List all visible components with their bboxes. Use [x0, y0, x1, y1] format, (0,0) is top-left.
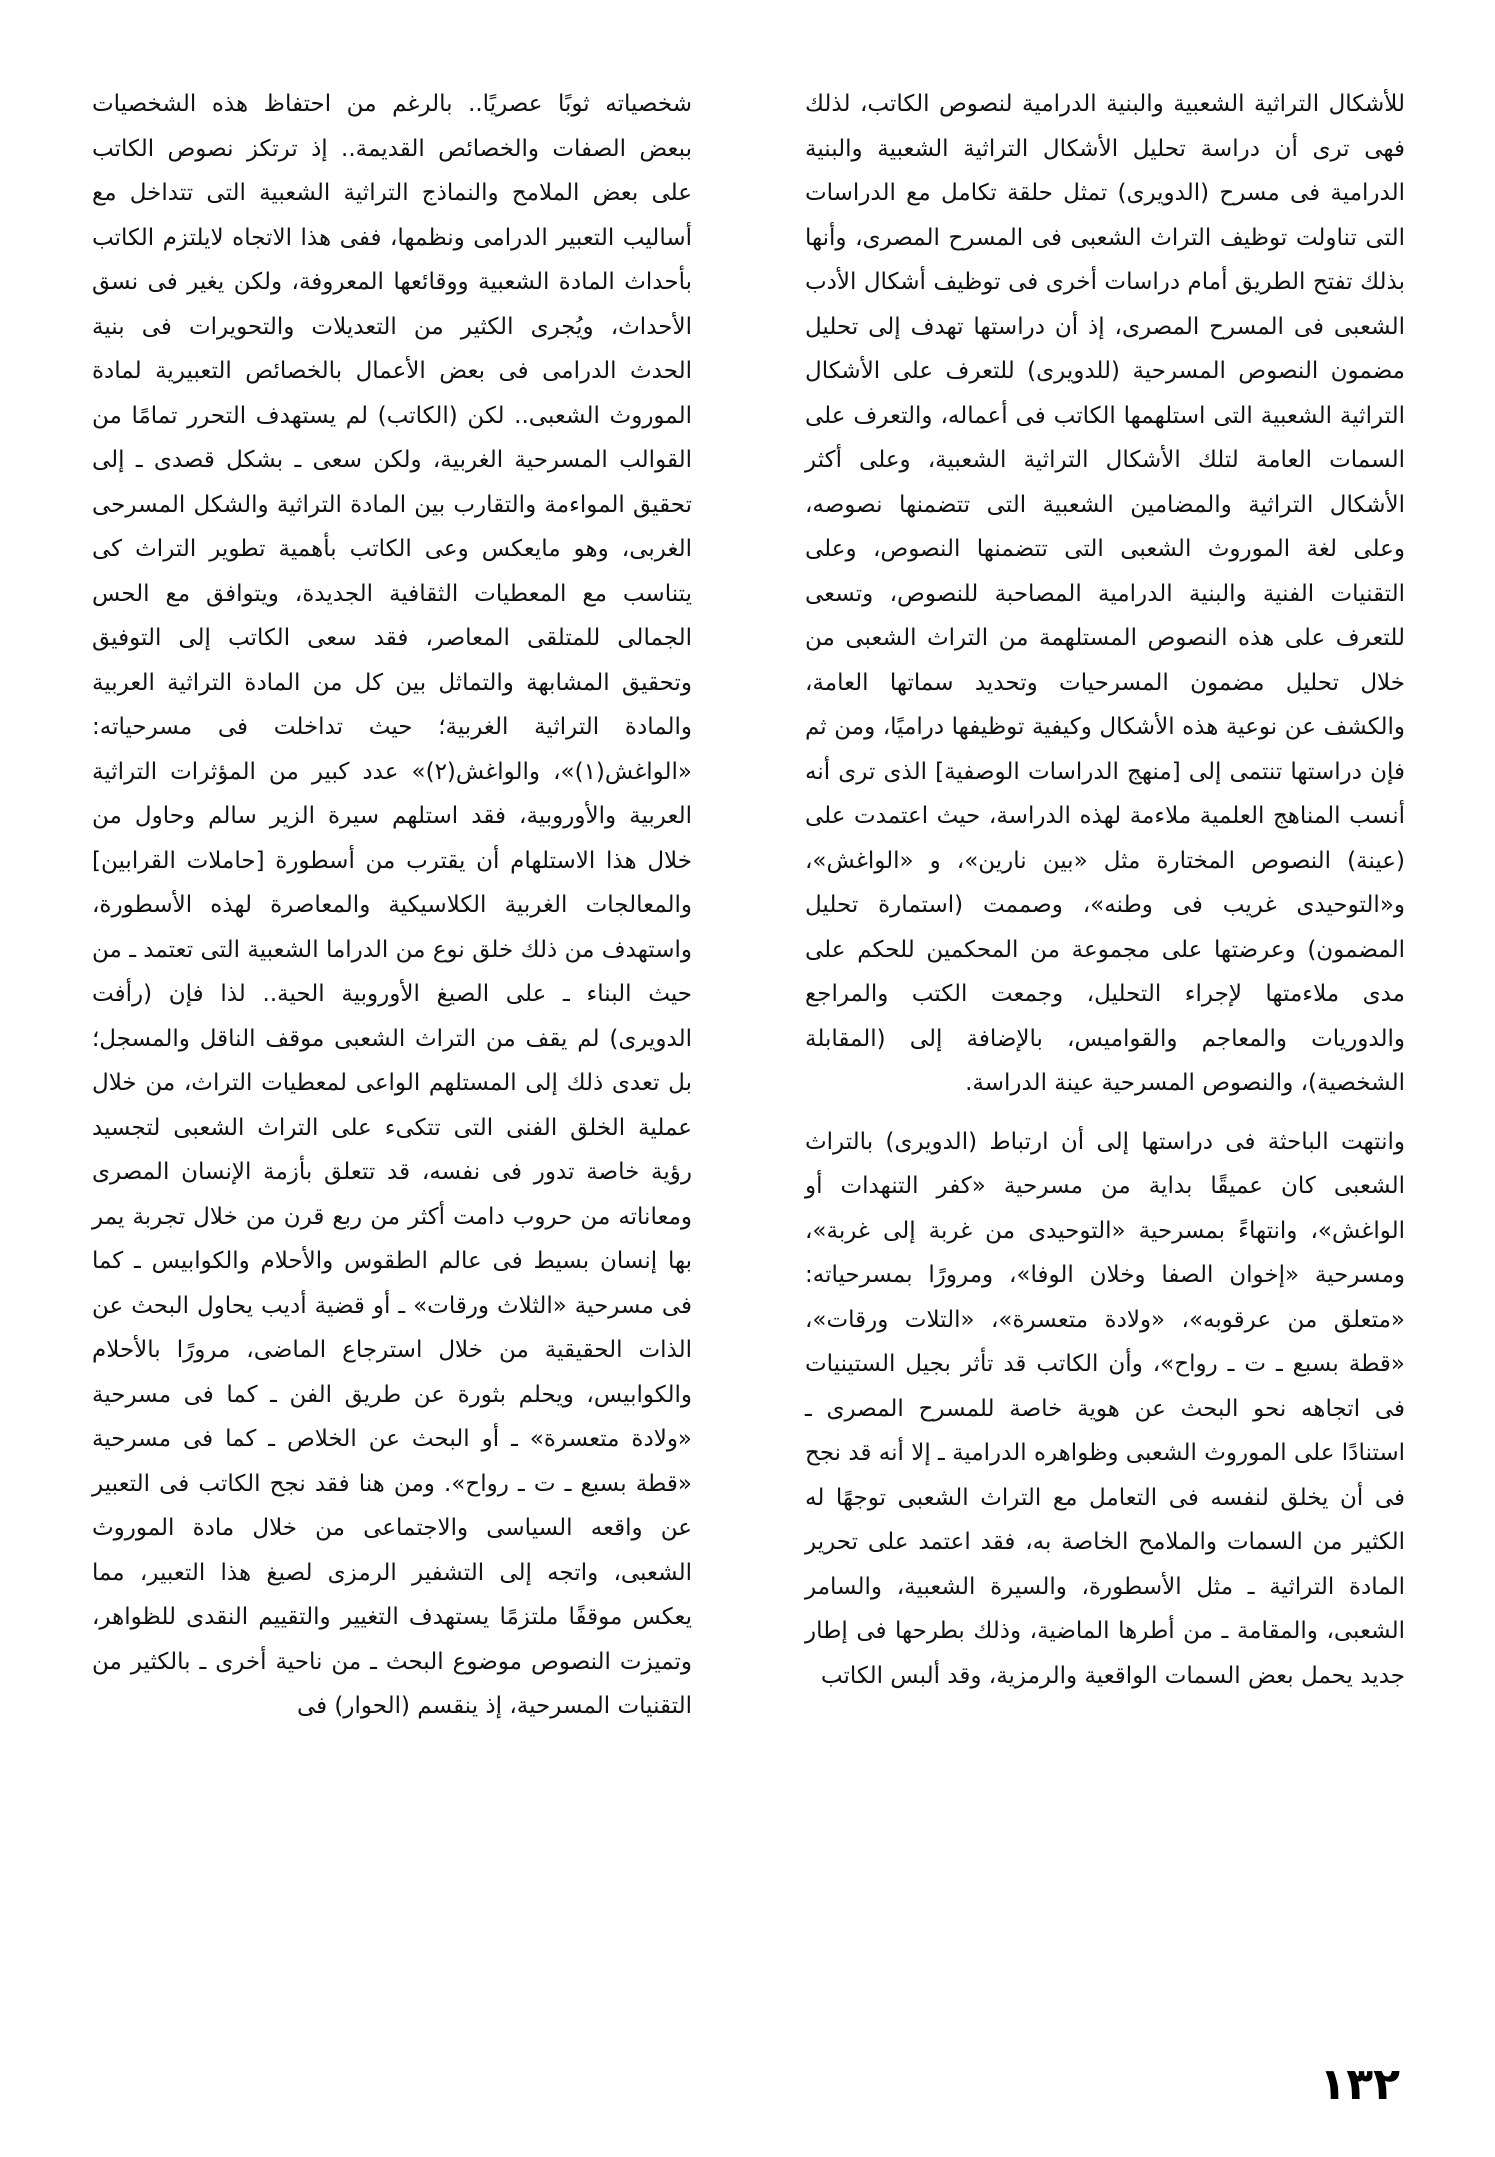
right-text-column: [805, 82, 1405, 1698]
paragraph: وانتهت الباحثة فى دراستها إلى أن ارتباط (الدويرى) بالتراث الشعبى كان عميقًا بداية من مسرحية «كفر التنهدات أو الواغش»، وانتهاءً بمسرحية «التوحيدى من غربة إلى غربة»، ومسرحية «إخوان الصفا وخلان الوفا»، ومرورًا بمسرحياته: «متعلق من عرقوبه»، «ولادة متعسرة»، «التلات ورقات»، «قطة بسبع ـ ت ـ رواح»، وأن الكاتب قد تأثر بجيل الستينيات فى اتجاهه نحو البحث عن هوية خاصة للمسرح المصرى ـ استنادًا على الموروث الشعبى وظواهره الدرامية ـ إلا أنه قد نجح فى أن يخلق لنفسه فى التعامل مع التراث الشعبى توجهًا له الكثير من السمات والملامح الخاصة به، فقد اعتمد على تحرير المادة التراثية ـ مثل الأسطورة، والسيرة الشعبية، والسامر الشعبى، والمقامة ـ من أطرها الماضية، وذلك بطرحها فى إطار جديد يحمل بعض السمات الواقعية والرمزية، وقد ألبس الكاتب: [804, 1128, 1405, 1689]
left-text-column: [92, 82, 692, 1729]
paragraph: للأشكال التراثية الشعبية والبنية الدرامية لنصوص الكاتب، لذلك فهى ترى أن دراسة تحليل الأشكال التراثية الشعبية والبنية الدرامية فى مسرح (الدويرى) تمثل حلقة تكامل مع الدراسات التى تناولت توظيف التراث الشعبى فى المسرح المصرى، وأنها بذلك تفتح الطريق أمام دراسات أخرى فى توظيف أشكال الأدب الشعبى فى المسرح المصرى، إذ أن دراستها تهدف إلى تحليل مضمون النصوص المسرحية (للدويرى) للتعرف على الأشكال التراثية الشعبية التى استلهمها الكاتب فى أعماله، والتعرف على السمات العامة لتلك الأشكال التراثية الشعبية، وعلى أكثر الأشكال التراثية والمضامين الشعبية التى تتضمنها نصوصه، وعلى لغة الموروث الشعبى التى تتضمنها النصوص، وعلى التقنيات الفنية والبنية الدرامية المصاحبة للنصوص، وتسعى للتعرف على هذه النصوص المستلهمة من التراث الشعبى من خلال تحليل مضمون المسرحيات وتحديد سماتها العامة، والكشف عن نوعية هذه الأشكال وكيفية توظيفها دراميًا، ومن ثم فإن دراستها تنتمى إلى [منهج الدراسات الوصفية] الذى ترى أنه أنسب المناهج العلمية ملاءمة لهذه الدراسة، حيث اعتمدت على (عينة) النصوص المختارة مثل «بين نارين»، و «الواغش»، و«التوحيدى غريب فى وطنه»، وصممت (استمارة تحليل المضمون) وعرضتها على مجموعة من المحكمين للحكم على مدى ملاءمتها لإجراء التحليل، وجمعت الكتب والمراجع والدوريات والمعاجم والقواميس، بالإضافة إلى (المقابلة الشخصية)، والنصوص المسرحية عينة الدراسة.: [805, 91, 1405, 1096]
paragraph: شخصياته ثوبًا عصريًا.. بالرغم من احتفاظ هذه الشخصيات ببعض الصفات والخصائص القديمة.. إذ ترتكز نصوص الكاتب على بعض الملامح والنماذج التراثية الشعبية التى تتداخل مع أساليب التعبير الدرامى ونظمها، ففى هذا الاتجاه لايلتزم الكاتب بأحداث المادة الشعبية ووقائعها المعروفة، ولكن يغير فى نسق الأحداث، ويُجرى الكثير من التعديلات والتحويرات فى بنية الحدث الدرامى فى بعض الأعمال بالخصائص التعبيرية لمادة الموروث الشعبى.. لكن (الكاتب) لم يستهدف التحرر تمامًا من القوالب المسرحية الغربية، ولكن سعى ـ بشكل قصدى ـ إلى تحقيق المواءمة والتقارب بين المادة التراثية والشكل المسرحى الغربى، وهو مايعكس وعى الكاتب بأهمية تطوير التراث كى يتناسب مع المعطيات الثقافية الجديدة، ويتوافق مع الحس الجمالى للمتلقى المعاصر، فقد سعى الكاتب إلى التوفيق وتحقيق المشابهة والتماثل بين كل من المادة التراثية العربية والمادة التراثية الغربية؛ حيث تداخلت فى مسرحياته: «الواغش(١)»، والواغش(٢)» عدد كبير من المؤثرات التراثية العربية والأوروبية، فقد استلهم سيرة الزير سالم وحاول من خلال هذا الاستلهام أن يقترب من أسطورة [حاملات القرابين] والمعالجات الغربية الكلاسيكية والمعاصرة لهذه الأسطورة، واستهدف من ذلك خلق نوع من الدراما الشعبية التى تعتمد ـ من حيث البناء ـ على الصيغ الأوروبية الحية.. لذا فإن (رأفت الدويرى) لم يقف من التراث الشعبى موقف الناقل والمسجل؛ بل تعدى ذلك إلى المستلهم الواعى لمعطيات التراث، من خلال عملية الخلق الفنى التى تتكىء على التراث الشعبى لتجسيد رؤية خاصة تدور فى نفسه، قد تتعلق بأزمة الإنسان المصرى ومعاناته من حروب دامت أكثر من ربع قرن من خلال تجربة يمر بها إنسان بسيط فى عالم الطقوس والأحلام والكوابيس ـ كما فى مسرحية «الثلاث ورقات» ـ أو قضية أديب يحاول البحث عن الذات الحقيقية من خلال استرجاع الماضى، مرورًا بالأحلام والكوابيس، ويحلم بثورة عن طريق الفن ـ كما فى مسرحية «ولادة متعسرة» ـ أو البحث عن الخلاص ـ كما فى مسرحية «قطة بسبع ـ ت ـ رواح». ومن هنا فقد نجح الكاتب فى التعبير عن واقعه السياسى والاجتماعى من خلال مادة الموروث الشعبى، واتجه إلى التشفير الرمزى لصيغ هذا التعبير، مما يعكس موقفًا ملتزمًا يستهدف التغيير والتقييم النقدى للظواهر، وتميزت النصوص موضوع البحث ـ من ناحية أخرى ـ بالكثير من التقنيات المسرحية، إذ ينقسم (الحوار) فى: [92, 91, 692, 1719]
page-number: ١٣٢: [1319, 2059, 1400, 2110]
